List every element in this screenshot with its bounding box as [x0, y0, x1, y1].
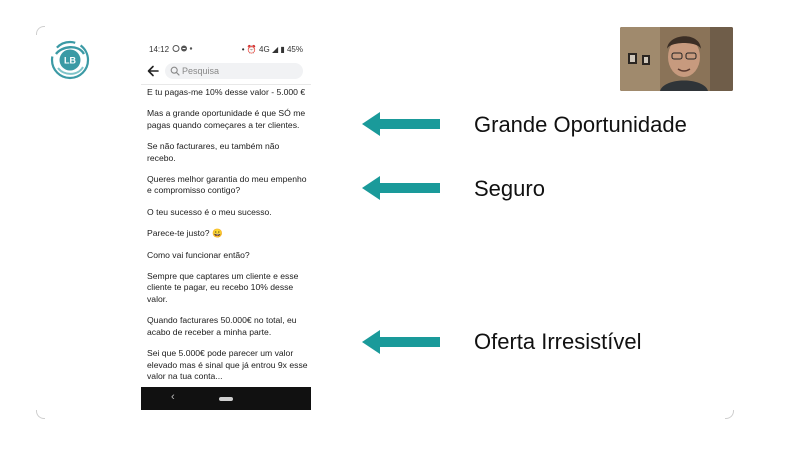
- status-right: [242, 45, 303, 54]
- search-input[interactable]: [165, 63, 303, 79]
- network-label: 4G: [259, 45, 270, 54]
- slide-corner-bottom-left: [36, 410, 45, 419]
- webcam-video: [620, 27, 733, 91]
- search-icon: [170, 66, 180, 76]
- message-item: E tu pagas-me 10% desse valor - 5.000 €: [147, 87, 306, 97]
- status-time: 14:12: [149, 45, 170, 54]
- label-oferta-irresistivel: Oferta Irresistível: [474, 329, 642, 354]
- battery-label: 45%: [286, 45, 303, 54]
- back-arrow-icon[interactable]: [146, 64, 160, 78]
- arrow-left-icon: [362, 112, 440, 136]
- label-seguro: Seguro: [474, 176, 545, 201]
- message-item: Quando facturares 50.000€ no total, eu acabo de receber a minha parte.: [147, 315, 297, 337]
- header-divider: [141, 84, 311, 85]
- phone-screenshot: [141, 40, 311, 410]
- slide-corner-bottom-right: [725, 410, 734, 419]
- dot-icon: •: [241, 45, 245, 54]
- signal-icon: ◢: [271, 45, 279, 54]
- message-item: O teu sucesso é o meu sucesso.: [147, 206, 272, 217]
- notification-icons: [172, 44, 198, 55]
- arrow-left-icon: [362, 176, 440, 200]
- message-item: Como vai funcionar então?: [147, 249, 250, 260]
- message-item: Mas a grande oportunidade é que SÓ me pagas quando começares a ter clientes.: [147, 108, 306, 130]
- nav-home-pill[interactable]: [219, 397, 233, 401]
- search-placeholder: Pesquisa: [182, 66, 220, 76]
- nav-back-icon[interactable]: ‹: [171, 391, 175, 403]
- notification-icons-svg: [172, 44, 198, 53]
- lb-logo: [50, 40, 90, 80]
- logo-text: LB: [64, 55, 76, 66]
- android-nav-bar: [141, 387, 311, 410]
- message-item: Parece-te justo? 😀: [147, 228, 223, 239]
- message-item: Queres melhor garantia do meu empenho e compromisso contigo?: [147, 174, 307, 196]
- alarm-icon: ⏰: [246, 45, 257, 54]
- search-bar: [141, 62, 311, 82]
- message-item: Sei que 5.000€ pode parecer um valor elevado mas é sinal que já entrou 9x esse valor na tua conta...: [147, 348, 308, 381]
- message-item: Sempre que captares um cliente e esse cliente te pagar, eu recebo 10% desse valor.: [147, 271, 299, 304]
- webcam-image: [620, 27, 733, 91]
- battery-icon: ▮: [280, 45, 285, 54]
- status-bar: [141, 42, 311, 58]
- message-item: Se não facturares, eu também não recebo.: [147, 141, 280, 163]
- label-grande-oportunidade: Grande Oportunidade: [474, 112, 687, 137]
- message-list: [147, 87, 309, 392]
- arrow-left-icon: [362, 330, 440, 354]
- slide-corner-top-left: [36, 26, 45, 35]
